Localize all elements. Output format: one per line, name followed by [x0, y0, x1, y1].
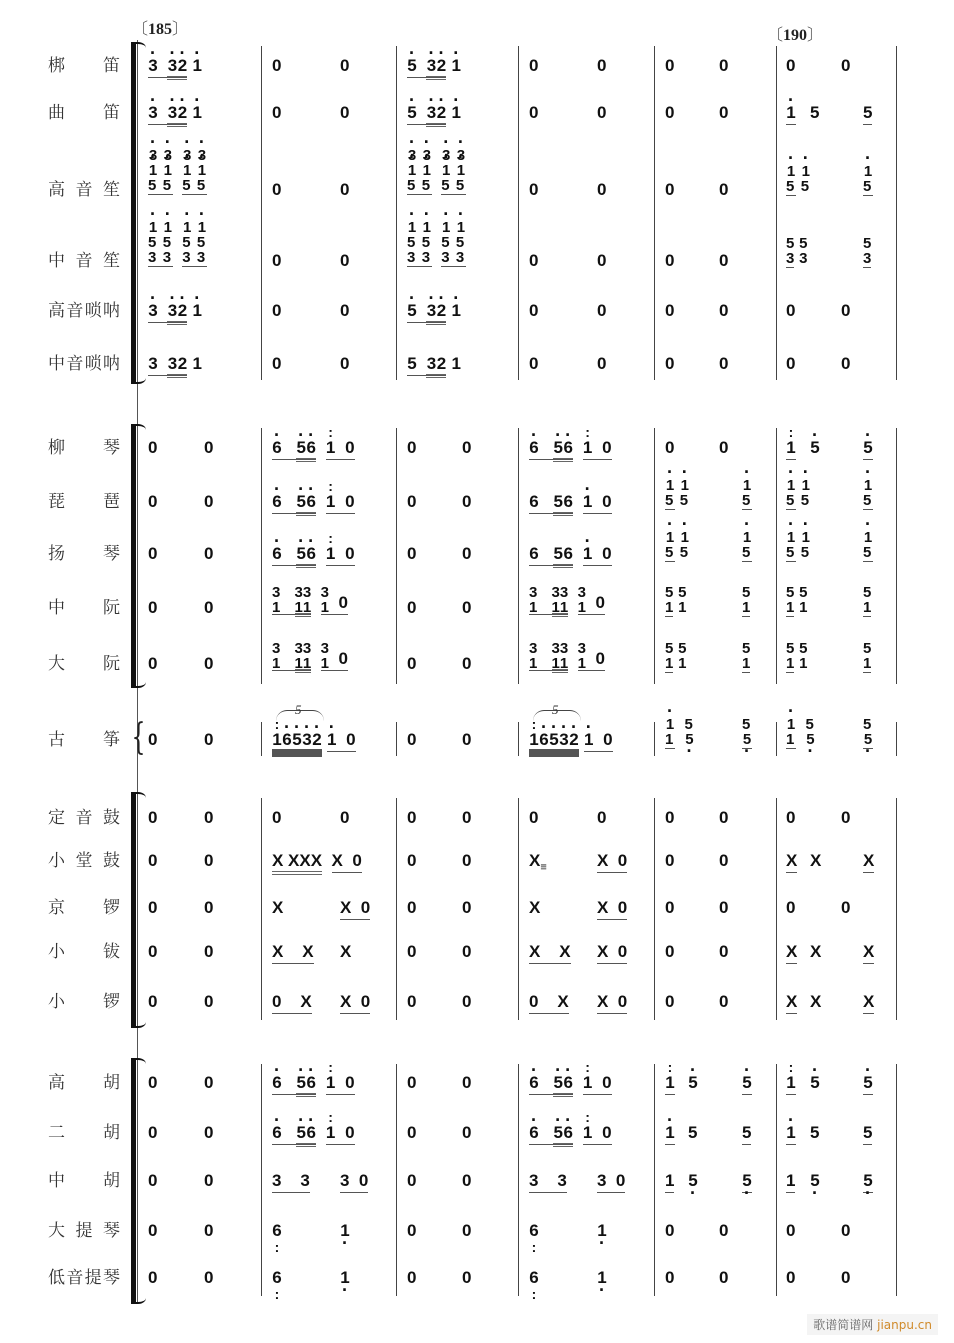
instrument-label-yangqin: 扬琴 [48, 544, 120, 564]
instrument-label-zhongyin-sheng: 中音笙 [48, 251, 120, 271]
instrument-label-zhongyin-suona: 中音唢呐 [48, 354, 120, 374]
instrument-label-xiaotanggu: 小堂鼓 [48, 851, 120, 871]
instrument-label-gaoyin-sheng: 高音笙 [48, 180, 120, 200]
instrument-label-bangdi: 梆笛 [48, 56, 120, 76]
instrument-label-zhongruan: 中阮 [48, 598, 120, 618]
instrument-label-erhu: 二胡 [48, 1123, 120, 1143]
instrument-label-zhonghu: 中胡 [48, 1171, 120, 1191]
tuplet-marker: 5 [552, 702, 559, 717]
instrument-label-pipa: 琵琶 [48, 492, 120, 512]
watermark: 歌谱简谱网 jianpu.cn [807, 1314, 938, 1335]
instrument-label-qudi: 曲笛 [48, 103, 120, 123]
score-page: 〔185〕 〔190〕 { 梆笛 · 3 · 3· 2 · 1 0 0 · 5 · 3· 2 · 1 0 0 0 0 0 0 曲笛 · 3 · 3· 2 · 1 0 0 · 5 · 3· 2 · 1 0 0 0 0 · 1 5 5 高音笙 · 3 · 1 5 · 3 · 1 5 · 3 · 1 5 · 3 · 1 5 0 0 · 3 · 1 5 · 3 · 1 5 · 3 · 1 5 · 3 · 1 5 0 0 0 0 · 1 5 · 1 5 · 1 5 中音笙 · 1 5 3 · 1 5 3 · 1 5 3 · 1 5 3 0 0 · 1 5 3 · 1 5 3 · 1 5 3 · 1 5 3 0 0 0 0 5 3 5 3 5 3 高音唢呐 · 3 · 3· 2 · 1 0 0 · 5 · 3· 2 · 1 0 0 0 0 0 0 中音唢呐 3 32 1 0 0 5 32 1 0 0 0 0 0 0 柳琴 0 0 · 6 · 5· 6 : 1 0 0 0 · 6 · 5· 6 : 1 0 0 0 : 1 · 5 · 5 琵琶 0 0 · 6 · 5· 6 : 1 0 0 0 6 56 · 1 0 · 1 5 · 1 5 · 1 5 · 1 5 · 1 5 · 1 5 扬琴 0 0 · 6 · 5· 6 : 1 0 0 0 6 56 · 1 0 · 1 5 · 1 5 · 1 5 · 1 5 · 1 5 · 1 5 中阮 0 0 3 1 3 1 3 1 3 1 0 0 0 3 1 3 1 3 1 3 1 0 5 1 5 1 5 1 5 1 5 1 5 1 大阮 0 0 3 1 3 1 3 1 3 1 0 0 0 3 1 3 1 3 1 3 1 0 5 1 5 1 5 1 5 1 5 1 5 1 古筝 0 0 5 : 1· 6· 5· 3· 2 · 1 0 0 0 5 : 1· 6· 5· 3· 2 · 1 0 · 1 1 5 5 · 5 5 · · 1 1 5 5 · 5 5 · 定音鼓 0 0 0 0 0 0 0 0 0 0 0 0 小堂鼓 0 0 X XXX X 0 0 0 $X_\equiv$ X 0 0 0 X X X 京锣 0 0 X X 0 0 0 X X 0 0 0 0 0 小钹 0 0 X X X 0 0 X X X 0 0 0 X X X 小锣 0 0 0 X X 0 0 0 0 X X 0 0 0 X X X 高胡 0 0 · 6 · 5· 6 : 1 0 0 0 · 6 · 5· 6 : 1 0 : 1 · 5 · 5 : 1 · 5 · 5 二胡 0 0 · 6 · 5· 6 : 1 0 0 0 · 6 · 5· 6 : 1 0 · 1 5 5 · 1 5 5 中胡 0 0 3 3 3 0 0 0 3 3 3 0 1 5 · 5 · 1 5 · 5 · 大提琴 0 0 6 : 1 · 0 0 6 : 1 · 0 0 0 0 低音提琴 0 0 6 : 1 · 0 0 6 : 1 · 0 0 0 0 歌谱简谱网 jianpu.cn [0, 0, 954, 1343]
instrument-label-daruan: 大阮 [48, 654, 120, 674]
tuplet-marker: 5 [295, 702, 302, 717]
instrument-label-guzheng: 古筝 [48, 730, 120, 750]
measure-number-190: 〔190〕 [767, 27, 824, 44]
instrument-label-liuqin: 柳琴 [48, 438, 120, 458]
instrument-label-double-bass: 低音提琴 [48, 1268, 120, 1288]
measure-number-185: 〔185〕 [132, 21, 189, 38]
instrument-label-timpani: 定音鼓 [48, 808, 120, 828]
brace-guzheng: { [131, 717, 146, 758]
instrument-label-gaohu: 高胡 [48, 1073, 120, 1093]
instrument-label-xiaoluo: 小锣 [48, 992, 120, 1012]
instrument-label-jingluo: 京锣 [48, 898, 120, 918]
instrument-label-xiaobo: 小钹 [48, 942, 120, 962]
instrument-label-gaoyin-suona: 高音唢呐 [48, 301, 120, 321]
system-line [137, 40, 138, 1302]
instrument-label-cello: 大提琴 [48, 1221, 120, 1241]
